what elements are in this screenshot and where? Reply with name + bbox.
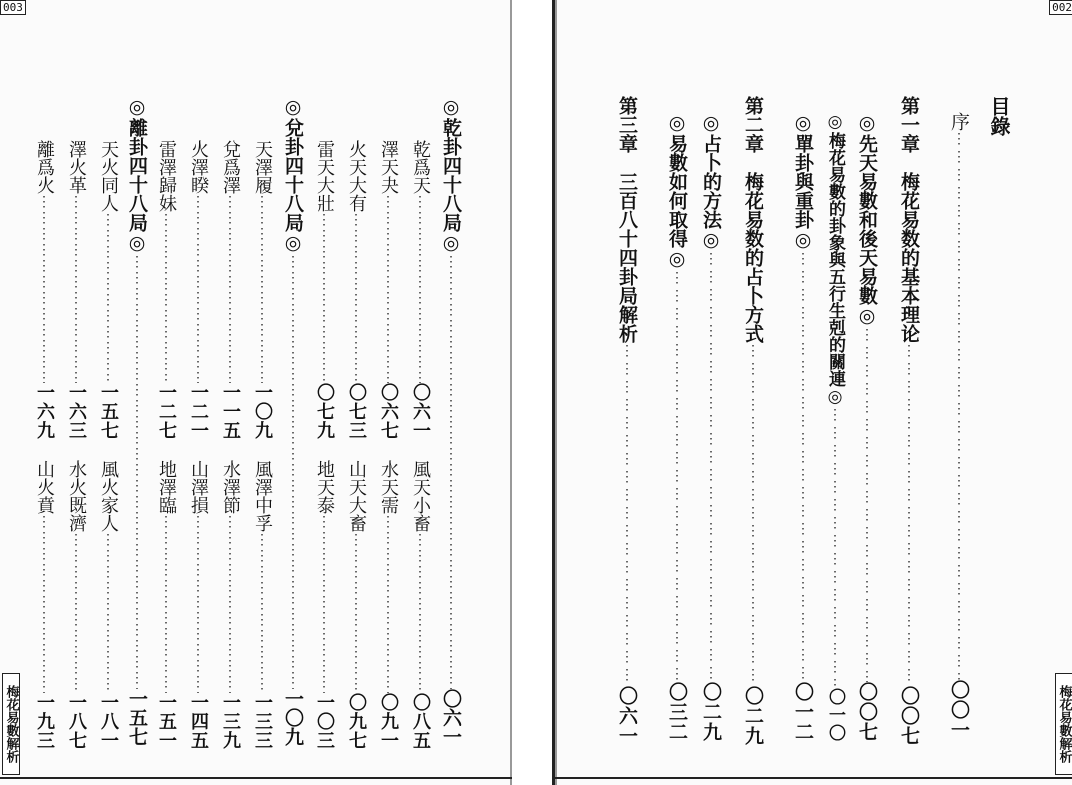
entry-title: ◎占卜的方法◎ [700,112,722,251]
page-number: 〇六七 [378,383,399,440]
page-number: 〇一二 [792,682,814,742]
entry-title: 澤天夬 [378,140,399,194]
book-gutter [512,0,552,785]
leader-dots [374,194,402,383]
toc-row-pair [94,140,122,750]
page-number: 〇〇七 [856,682,878,742]
side-tab-right: 梅花易數解析 [1055,673,1072,775]
toc-row-pair [62,140,90,750]
entry-title: 山天大畜 [346,460,367,532]
entry-title: 乾爲天 [410,140,431,194]
leader-dots [739,343,767,686]
page-number: 〇八五 [410,693,431,750]
toc-row-pair [184,140,212,750]
entry-title: 兌爲澤 [220,140,241,194]
entry-title: 天澤履 [252,140,273,194]
side-tab-left: 梅花易數解析 [2,673,20,775]
entry-title: 火天大有 [346,140,367,212]
page-number: 一五七 [98,383,119,440]
leader-dots [789,251,817,682]
page-number: 一八一 [98,693,119,750]
entry-title: 山火賁 [34,460,55,514]
toc-row-pair [30,140,58,750]
leader-dots [406,194,434,383]
page-number: 〇六一 [410,383,431,440]
entry-title: 地澤臨 [156,460,177,514]
entry-title: ◎梅花易數的卦象與五行生剋的關連◎ [825,112,845,407]
toc-row-pair [248,140,276,750]
toc-row-pair [342,140,370,750]
page-number: 一〇九 [282,689,304,746]
page-number: 〇〇七 [898,686,920,746]
toc-row-pair [310,140,338,750]
entry-title: 雷澤歸妹 [156,140,177,212]
left-folio: 003 [0,0,26,15]
toc-entry [613,96,641,746]
leader-dots [62,194,90,383]
entry-title: 澤火革 [66,140,87,194]
entry-title: 風澤中孚 [252,460,273,532]
leader-dots [278,254,308,689]
leader-dots [310,514,338,693]
leader-dots [613,343,641,686]
bottom-rule [0,777,512,779]
page-number: 一三九 [220,693,241,750]
leader-dots [248,194,276,383]
page-number: 〇二九 [742,686,764,746]
page-number: 〇三二 [666,682,688,742]
entry-title: ◎先天易數和後天易數◎ [856,112,878,327]
leader-dots [697,251,725,682]
entry-title: 火澤睽 [188,140,209,194]
toc-entry [663,112,691,742]
page-number: 〇一〇 [825,688,845,742]
section-heading-qian [436,96,466,746]
leader-dots [945,131,973,680]
toc-entry [789,112,817,742]
entry-title: 風火家人 [98,460,119,532]
right-folio: 002 [1049,0,1072,15]
leader-dots [216,514,244,693]
leader-dots [184,514,212,693]
leader-dots [374,514,402,693]
page-number: 〇二九 [700,682,722,742]
leader-dots [853,327,881,682]
page-number: 一〇三 [314,693,335,750]
page-number: 一八七 [66,693,87,750]
entry-title: 風天小畜 [410,460,431,532]
entry-title: 第一章 梅花易数的基本理论 [898,96,920,343]
leader-dots [94,212,122,383]
left-page [0,0,515,785]
section-title: ◎兌卦四十八局◎ [282,96,304,254]
leader-dots [895,343,923,686]
section-title: ◎離卦四十八局◎ [126,96,148,254]
toc-entry [853,112,881,742]
leader-dots [94,532,122,693]
leader-dots [62,532,90,693]
page-number: 一三三 [252,693,273,750]
page-number: 一六九 [34,383,55,440]
page-number: 〇七九 [314,383,335,440]
toc-entry [945,112,973,740]
entry-title: ◎單卦與重卦◎ [792,112,814,251]
leader-dots [248,532,276,693]
entry-title: 第三章 三百八十四卦局解析 [616,96,638,343]
page-number: 〇九七 [346,693,367,750]
entry-title: 水火既濟 [66,460,87,532]
section-title: ◎乾卦四十八局◎ [440,96,462,254]
entry-title: 離爲火 [34,140,55,194]
right-page [552,0,1072,785]
toc-row-pair [406,140,434,750]
toc-entry [697,112,725,742]
page-number: 一九三 [34,693,55,750]
entry-title: ◎易數如何取得◎ [666,112,688,270]
leader-dots [122,254,152,689]
page-number: 一一五 [220,383,241,440]
toc-row-pair [152,140,180,750]
page-number: 一二一 [188,383,209,440]
toc-entry [895,96,923,746]
entry-title: 序 [948,112,970,131]
leader-dots [30,514,58,693]
page-number: 一二七 [156,383,177,440]
toc-entry [821,112,849,742]
entry-title: 第二章 梅花易数的占卜方式 [742,96,764,343]
entry-title: 山澤損 [188,460,209,514]
page-number: 一四五 [188,693,209,750]
toc-row-pair [216,140,244,750]
leader-dots [436,254,466,689]
leader-dots [342,212,370,383]
leader-dots [406,532,434,693]
toc-title: 目錄 [987,96,1011,136]
toc-row-pair [374,140,402,750]
leader-dots [152,514,180,693]
leader-dots [821,407,849,688]
leader-dots [30,194,58,383]
entry-title: 水天需 [378,460,399,514]
page-number: 〇〇一 [948,680,970,740]
page-number: 一〇九 [252,383,273,440]
leader-dots [184,194,212,383]
section-heading-dui [278,96,308,746]
leader-dots [216,194,244,383]
bottom-rule [555,777,1072,779]
entry-title: 雷天大壯 [314,140,335,212]
page-number: 一五一 [156,693,177,750]
page-number: 一五七 [126,689,148,746]
page-number: 〇六一 [616,686,638,746]
entry-title: 地天泰 [314,460,335,514]
leader-dots [310,212,338,383]
page-number: 〇六一 [440,689,462,746]
leader-dots [152,212,180,383]
page-number: 一六三 [66,383,87,440]
entry-title: 水澤節 [220,460,241,514]
toc-entry [739,96,767,746]
page-number: 〇七三 [346,383,367,440]
leader-dots [342,532,370,693]
page-number: 〇九一 [378,693,399,750]
section-heading-li [122,96,152,746]
leader-dots [663,270,691,682]
entry-title: 天火同人 [98,140,119,212]
